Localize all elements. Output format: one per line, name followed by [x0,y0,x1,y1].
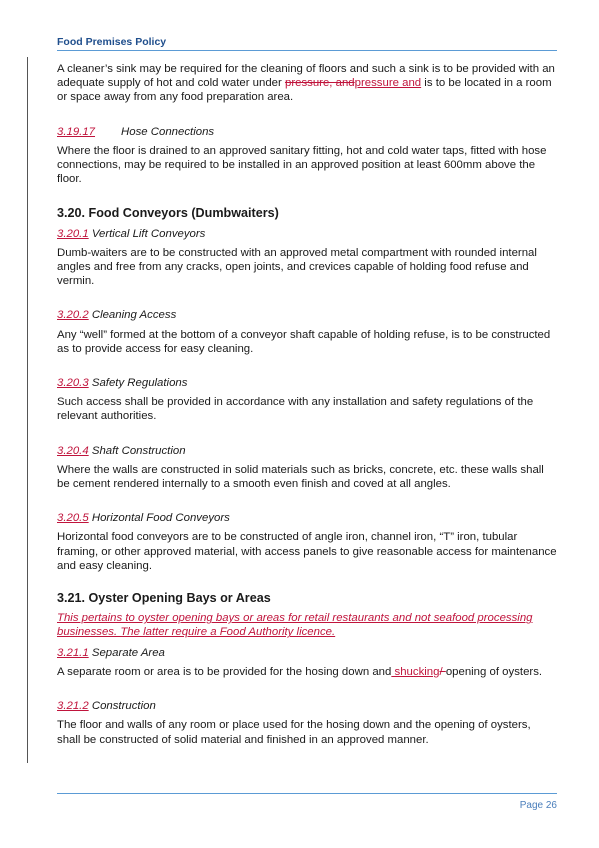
section-title: Shaft Construction [91,444,186,457]
inserted-text: pressure and [354,77,422,90]
deleted-text: / [439,665,446,678]
page-header-title: Food Premises Policy [57,36,167,48]
inserted-paragraph-oyster-intro: This pertains to oyster opening bays or areas for retail restaurants and not seafood processing businesses. The latter require a Food Authority licence. [57,612,533,639]
subheading-3-20-5 [57,511,557,525]
paragraph-cleaners-sink: A cleaner’s sink may be required for the cleaning of floors and such a sink is to be provided with an adequate supply of hot and cold water under pressure, andpressure and is to be located in a room or space away from any food preparation area. [57,63,555,104]
subheading-3-20-3 [57,376,557,390]
paragraph-shaft-construction: Where the walls are constructed in solid materials such as bricks, concrete, etc. these walls shall be cement rendered internally to a smooth even finish and coved at all angles. [57,463,544,491]
section-title: Vertical Lift Conveyors [91,227,206,240]
subheading-3-19-17 [57,125,557,139]
paragraph-hose-connections: Where the floor is drained to an approved sanitary fitting, hot and cold water taps, fitted with hose connections, may be required to be installed in an approved position at least 600mm above the floor. [57,144,547,186]
section-number: 3.21.1 [57,646,89,659]
subheading-3-21-2 [57,699,557,713]
section-number: 3.20.3 [57,377,89,390]
section-title: Cleaning Access [91,309,177,322]
section-number: 3.20.2 [57,309,89,322]
paragraph-vertical-lift: Dumb-waiters are to be constructed with an approved metal compartment with rounded internal angles and free from any cracks, open joints, and crevices capable of holding food refuse and vermin. [57,246,537,288]
revision-change-bar [27,57,28,763]
section-title: Safety Regulations [91,377,188,390]
deleted-text: pressure, and [284,77,355,90]
paragraph-separate-area: A separate room or area is to be provided for the hosing down and shucking/ opening of oysters. [57,665,543,678]
subheading-3-20-2 [57,308,557,322]
heading-3-20: 3.20. Food Conveyors (Dumbwaiters) [57,206,279,221]
heading-3-21: 3.21. Oyster Opening Bays or Areas [57,591,271,606]
subheading-3-21-1 [57,646,557,660]
inserted-text: shucking [391,665,440,678]
page-number: Page 26 [519,800,557,811]
document-body [57,62,557,747]
section-number: 3.20.1 [57,227,89,240]
paragraph-horizontal-conveyors: Horizontal food conveyors are to be constructed of angle iron, channel iron, “T” iron, tubular framing, or other approved material, with access panels to give reasonable access for maintenance and easy cleaning. [57,531,557,572]
section-title: Separate Area [91,646,165,659]
section-title: Horizontal Food Conveyors [91,512,230,525]
section-number: 3.20.4 [57,444,89,457]
paragraph-safety-regulations: Such access shall be provided in accordance with any installation and safety regulations of the relevant authorities. [57,396,534,423]
section-title: Construction [91,700,156,713]
section-number: 3.21.2 [57,700,89,713]
section-title: Hose Connections [121,125,215,138]
paragraph-construction: The floor and walls of any room or place used for the hosing down and the opening of oysters, shall be constructed of solid material and finished in an approved manner. [57,719,531,746]
footer-divider [57,793,557,794]
header-divider [57,50,557,51]
section-number: 3.20.5 [57,512,89,525]
paragraph-cleaning-access: Any “well” formed at the bottom of a conveyor shaft capable of holding refuse, is to be constructed as to provide access for easy cleaning. [57,328,551,355]
subheading-3-20-4 [57,444,557,458]
subheading-3-20-1 [57,227,557,241]
section-number: 3.19.17 [57,125,96,138]
